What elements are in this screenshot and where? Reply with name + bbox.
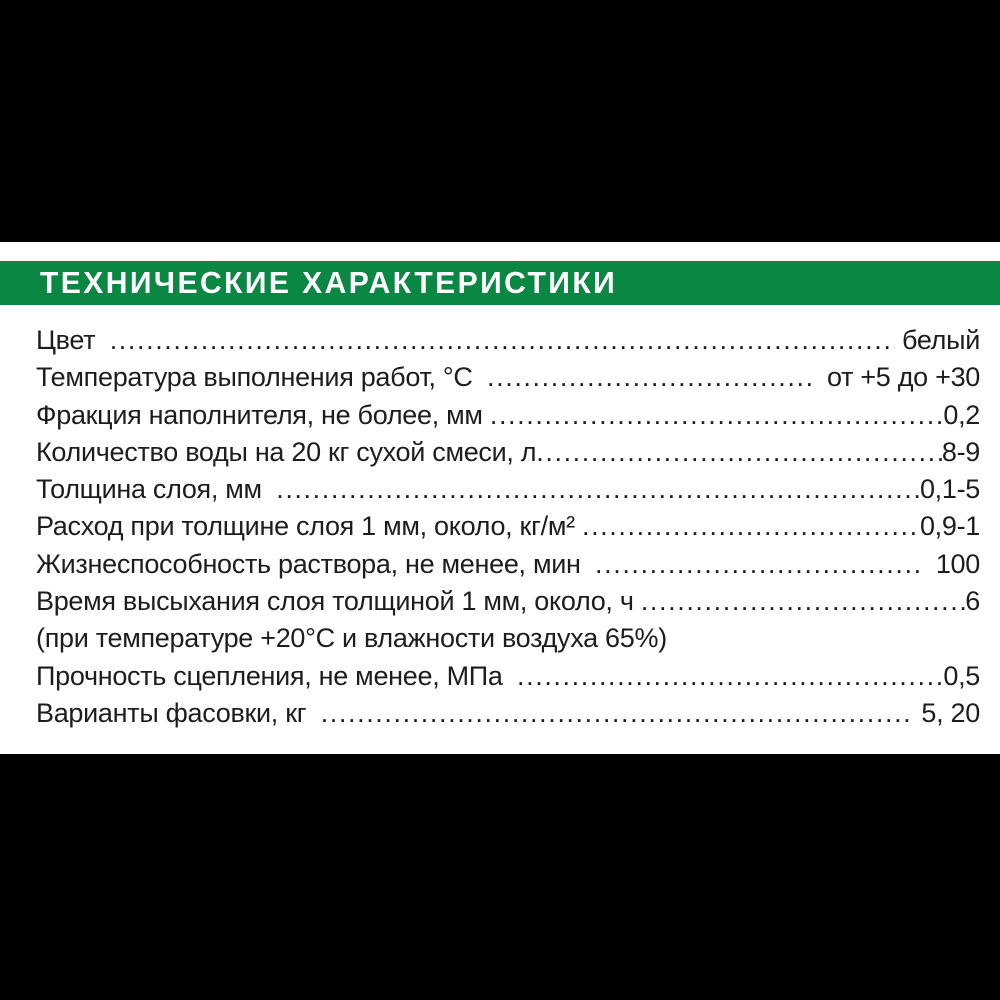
spec-row-water-amount <box>36 434 980 471</box>
spec-value: 5, 20 <box>914 697 980 728</box>
spec-row-color <box>36 322 980 359</box>
spec-label: (при температуре +20°С и влажности воздуха 65%) <box>36 623 667 654</box>
spec-value: 100 <box>921 548 980 579</box>
dot-leader <box>536 434 942 471</box>
dot-leader <box>490 397 944 434</box>
dot-leader <box>487 359 813 396</box>
dot-leader <box>276 471 920 508</box>
spec-label: Прочность сцепления, не менее, МПа <box>36 660 518 691</box>
spec-row-consumption <box>36 508 980 545</box>
specs-list <box>0 305 1000 732</box>
spec-label: Жизнеспособность раствора, не менее, мин <box>36 548 596 579</box>
dot-leader <box>517 658 943 695</box>
spec-row-adhesion-strength <box>36 658 980 695</box>
spec-label: Цвет <box>36 325 110 355</box>
dot-leader <box>641 583 965 620</box>
spec-value: 0,2 <box>943 399 980 430</box>
spec-row-work-temperature <box>36 359 980 396</box>
spec-label: Температура выполнения работ, °С <box>36 362 488 393</box>
spec-label: Варианты фасовки, кг <box>36 697 321 728</box>
spec-row-layer-thickness <box>36 471 980 508</box>
spec-label: Расход при толщине слоя 1 мм, около, кг/м² <box>36 511 582 542</box>
top-black-bar <box>0 0 1000 242</box>
spec-label: Толщина слоя, мм <box>36 474 277 505</box>
section-header-bar <box>0 261 1000 305</box>
spec-row-packaging-options <box>36 695 980 732</box>
spec-value: белый <box>894 325 980 355</box>
spec-row-drying-conditions-note <box>36 620 980 657</box>
section-title: ТЕХНИЧЕСКИЕ ХАРАКТЕРИСТИКИ <box>40 265 618 300</box>
dot-leader <box>321 695 915 732</box>
spec-value: 0,5 <box>943 660 980 691</box>
spec-row-filler-fraction <box>36 397 980 434</box>
dot-leader <box>110 322 895 359</box>
dot-leader <box>595 546 921 583</box>
bottom-black-bar <box>0 754 1000 1000</box>
dot-leader <box>582 508 920 545</box>
spec-value: 8-9 <box>941 436 980 467</box>
spec-label: Количество воды на 20 кг сухой смеси, л <box>36 436 537 467</box>
spec-label: Время высыхания слоя толщиной 1 мм, около, ч <box>36 586 641 617</box>
spec-value: 6 <box>965 586 980 617</box>
spec-label: Фракция наполнителя, не более, мм <box>36 399 490 430</box>
spec-value: 0,9-1 <box>919 511 980 542</box>
spec-value: 0,1-5 <box>919 474 980 505</box>
spec-row-pot-life <box>36 546 980 583</box>
spec-row-drying-time <box>36 583 980 620</box>
spec-value: от +5 до +30 <box>812 362 980 393</box>
